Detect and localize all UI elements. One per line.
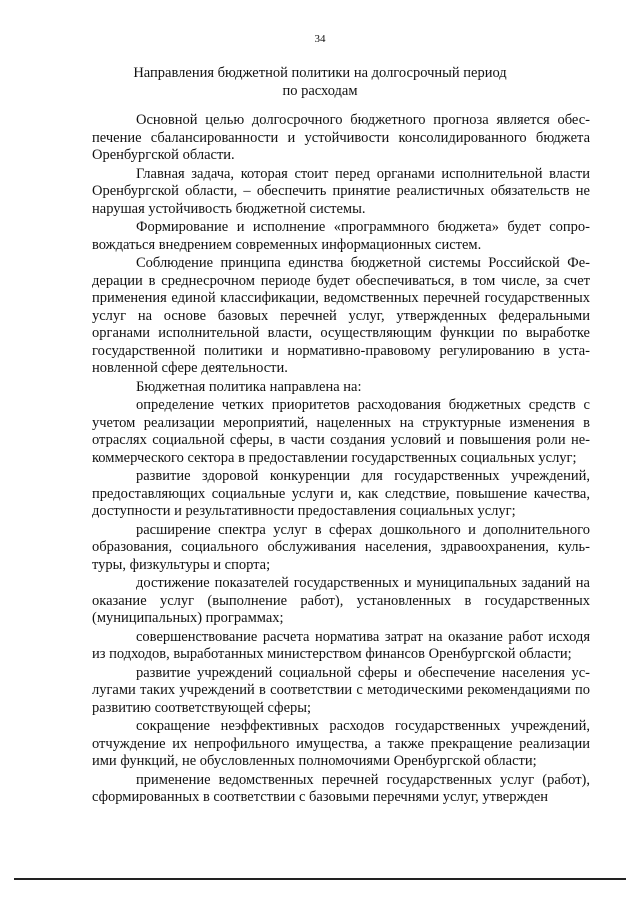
section-title-line-1: Направления бюджетной политики на долгосрочный период	[133, 65, 507, 81]
list-item-departmental-lists: применение ведомственных перечней государственных услуг (работ), сформированных в соответствии с базовыми перечнями услуг, утвержден	[92, 771, 590, 805]
bottom-divider	[14, 878, 626, 880]
section-title	[0, 64, 640, 100]
list-item-social-institutions: развитие учреждений социальной сферы и обеспечение населения услугами таких учреждений в соответствии с методическими рекомендациями по развитию соответствующей сферы;	[92, 664, 590, 716]
paragraph-policy-intro: Бюджетная политика направлена на:	[136, 378, 362, 395]
list-item-services-range: расширение спектра услуг в сферах дошкольного и дополнительного образования, социального обслуживания населения, здравоохранения, культуры, физкультуры и спорта;	[92, 521, 590, 573]
list-item-cost-norm: совершенствование расчета норматива затрат на оказание работ исходя из подходов, выработанных министерством финансов Оренбургской области;	[92, 628, 590, 662]
page-number: 34	[314, 33, 326, 45]
list-item-competition: развитие здоровой конкуренции для государственных учреждений, предоставляющих социальные услуги и, как следствие, повышение качества, доступности и результативности предоставления социальных услуг;	[92, 468, 590, 519]
list-item-priorities: определение четких приоритетов расходования бюджетных средств с учетом реализации мероприятий, нацеленных на структурные изменения в отраслях социальной сферы, в части создания условий и повышения роли некоммерческого сектора в предоставлении государственных социальных услуг;	[92, 397, 590, 466]
section-title-line-2: по расходам	[282, 83, 358, 99]
list-item-inefficient-spending: сокращение неэффективных расходов государственных учреждений, отчуждение их непрофильного имущества, а также прекращение реализации ими функций, не обусловленных полномочиями Оренбургской области;	[92, 718, 590, 769]
paragraph-program-budget: Формирование и исполнение «программного бюджета» будет сопровождаться внедрением современных информационных систем.	[92, 219, 590, 253]
list-item-indicators: достижение показателей государственных и муниципальных заданий на оказание услуг (выполнение работ), установленных в государственных (муниципальных) программах;	[92, 575, 590, 626]
paragraph-unity-principle: Соблюдение принципа единства бюджетной системы Российской Федерации в среднесрочном периоде будет обеспечиваться, в том числе, за счет применения единой классификации, ведомственных перечней государственных услуг на основе базовых перечней услуг, утвержденных федеральными органами исполнительной власти, осуществляющим функции по выработке государственной политики и нормативно-правовому регулированию в установленной сфере деятельности.	[92, 255, 590, 376]
paragraph-goal: Основной целью долгосрочного бюджетного прогноза является обеспечение сбалансированности и устойчивости консолидированного бюджета Оренбургской области.	[92, 112, 590, 163]
body-text	[92, 112, 590, 807]
paragraph-main-task: Главная задача, которая стоит перед органами исполнительной власти Оренбургской области, – обеспечить принятие реалистичных обязательств не нарушая устойчивость бюджетной системы.	[92, 165, 590, 217]
